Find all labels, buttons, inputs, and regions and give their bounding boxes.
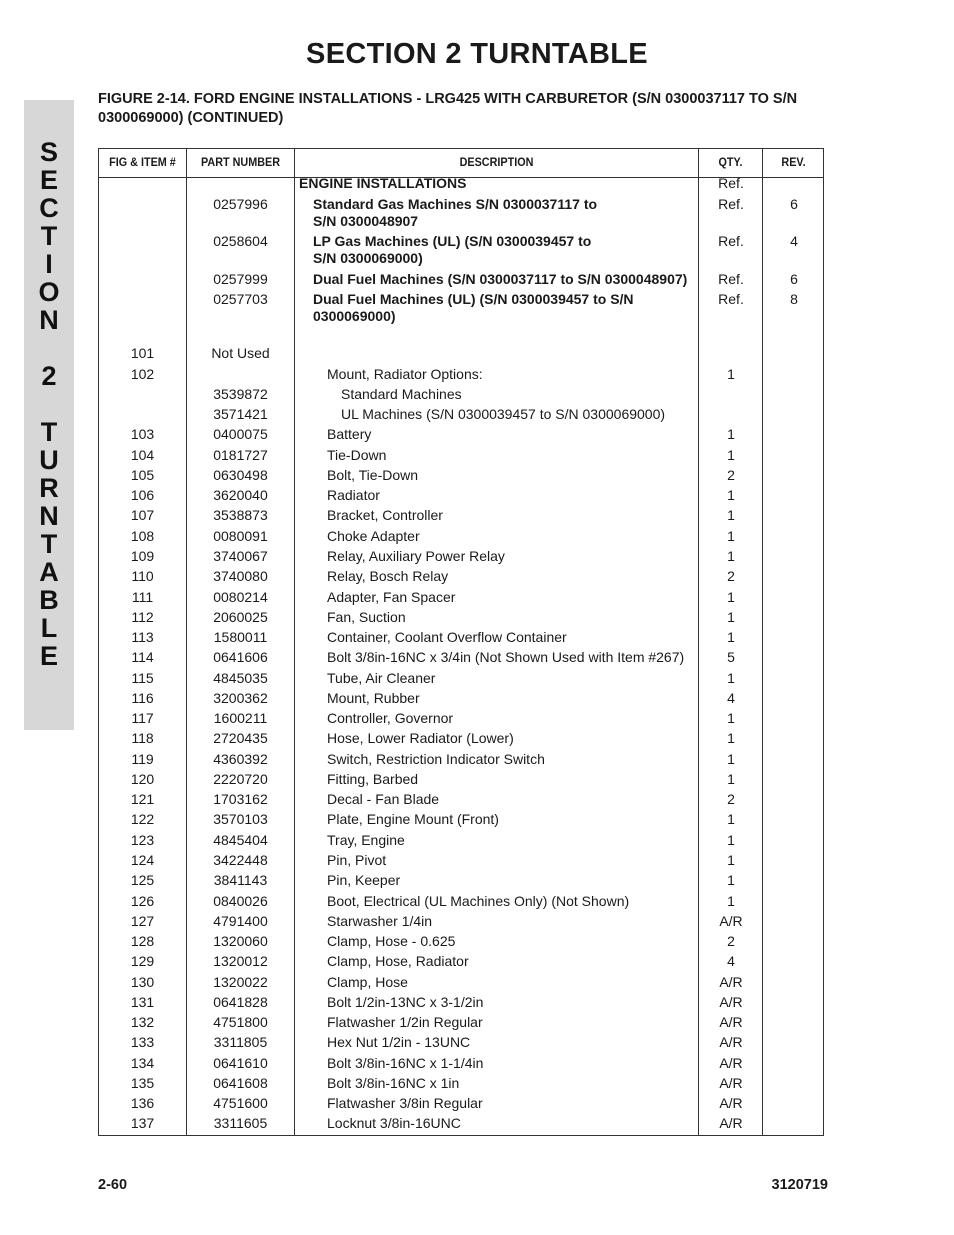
section-side-tab [24, 100, 74, 730]
part-number: 4360392 [213, 751, 268, 767]
side-tab-letter: T [40, 417, 58, 447]
description: UL Machines (S/N 0300039457 to S/N 0300069000) [341, 406, 666, 422]
side-tab-letter: B [39, 585, 59, 615]
description: Fitting, Barbed [327, 771, 419, 787]
item-number: 132 [130, 1014, 155, 1030]
quantity: 1 [727, 548, 735, 564]
side-tab-letter: L [40, 613, 58, 643]
item-number: 105 [130, 467, 155, 483]
description: Decal - Fan Blade [327, 791, 440, 807]
part-number: 1320012 [213, 953, 268, 969]
description: Choke Adapter [327, 528, 420, 544]
quantity: Ref. [718, 175, 744, 191]
side-tab-letter: R [39, 473, 59, 503]
part-number: 2220720 [213, 771, 268, 787]
item-number: 103 [130, 426, 155, 442]
quantity: 1 [727, 670, 735, 686]
quantity: Ref. [718, 233, 744, 249]
description: Clamp, Hose [327, 974, 408, 990]
header-part-number: PART NUMBER [200, 155, 281, 169]
quantity: 1 [727, 832, 735, 848]
item-number: 109 [130, 548, 155, 564]
item-number: 123 [130, 832, 155, 848]
description: Flatwasher 3/8in Regular [327, 1095, 483, 1111]
header-item: FIG & ITEM # [109, 155, 176, 169]
part-number: 3538873 [213, 507, 268, 523]
item-number: 114 [131, 649, 154, 665]
side-tab-letter: T [40, 529, 58, 559]
header-qty: QTY. [718, 155, 743, 169]
description: Bolt, Tie-Down [327, 467, 419, 483]
description: Hex Nut 1/2in - 13UNC [327, 1034, 471, 1050]
part-number: 2720435 [213, 730, 268, 746]
item-number: 119 [131, 751, 154, 767]
part-number: 4791400 [213, 913, 268, 929]
document-number: 3120719 [771, 1177, 828, 1193]
description: Mount, Radiator Options: [327, 366, 483, 382]
figure-caption: FIGURE 2-14. FORD ENGINE INSTALLATIONS - LRG425 WITH CARBURETOR (S/N 0300037117 TO S/N 0300069000) (CONTINUED) [98, 91, 798, 126]
description: Pin, Keeper [327, 872, 401, 888]
item-number: 101 [130, 345, 155, 361]
item-number: 115 [131, 670, 154, 686]
description: Standard Gas Machines S/N 0300037117 to S/N 0300048907 [313, 196, 598, 229]
description: Radiator [327, 487, 380, 503]
quantity: A/R [719, 1075, 743, 1091]
quantity: 4 [727, 690, 735, 706]
page-title: SECTION 2 TURNTABLE [306, 38, 648, 70]
parts-table [98, 148, 824, 1136]
part-number: 0181727 [213, 447, 268, 463]
quantity: 1 [727, 751, 735, 767]
revision: 6 [790, 196, 798, 212]
description: Bolt 3/8in-16NC x 1-1/4in [327, 1055, 484, 1071]
description: Mount, Rubber [327, 690, 420, 706]
page-number: 2-60 [98, 1177, 128, 1193]
quantity: 1 [727, 528, 735, 544]
part-number: 0630498 [213, 467, 268, 483]
item-number: 122 [130, 811, 155, 827]
quantity: 1 [727, 426, 735, 442]
quantity: Ref. [718, 196, 744, 212]
part-number: 3571421 [213, 406, 268, 422]
item-number: 135 [130, 1075, 155, 1091]
quantity: 1 [727, 507, 735, 523]
item-number: 118 [131, 730, 154, 746]
quantity: 1 [727, 852, 735, 868]
part-number: 3740080 [213, 568, 268, 584]
part-number: 3841143 [213, 872, 268, 888]
item-number: 129 [130, 953, 155, 969]
side-tab-letter: C [39, 193, 59, 223]
description: Clamp, Hose - 0.625 [327, 933, 456, 949]
quantity: 1 [727, 872, 735, 888]
description: Container, Coolant Overflow Container [327, 629, 567, 645]
side-tab-letter: E [39, 641, 58, 671]
part-number: 3740067 [213, 548, 268, 564]
quantity: 1 [727, 629, 735, 645]
revision: 4 [790, 233, 798, 249]
description: Relay, Bosch Relay [327, 568, 449, 584]
part-number: 4751800 [213, 1014, 268, 1030]
revision: 6 [790, 271, 798, 287]
part-number: 1320060 [213, 933, 268, 949]
part-number: 3422448 [213, 852, 268, 868]
quantity: A/R [719, 1014, 743, 1030]
quantity: 5 [727, 649, 735, 665]
description: Hose, Lower Radiator (Lower) [327, 730, 514, 746]
description: Battery [327, 426, 372, 442]
part-number: 1703162 [213, 791, 268, 807]
part-number: 4845035 [213, 670, 268, 686]
description: Adapter, Fan Spacer [327, 589, 456, 605]
quantity: 1 [727, 811, 735, 827]
part-number: 2060025 [213, 609, 268, 625]
item-number: 127 [130, 913, 155, 929]
header-rev: REV. [781, 155, 806, 169]
revision: 8 [790, 291, 798, 307]
part-number: 0080091 [213, 528, 268, 544]
side-tab-letter: 2 [41, 361, 57, 391]
item-number: 133 [130, 1034, 155, 1050]
description: Plate, Engine Mount (Front) [327, 811, 499, 827]
part-number: 3620040 [213, 487, 268, 503]
part-number: 0257703 [213, 291, 268, 307]
description: Bracket, Controller [327, 507, 443, 523]
item-number: 106 [130, 487, 155, 503]
item-number: 111 [131, 589, 154, 605]
description: Locknut 3/8in-16UNC [327, 1115, 461, 1131]
item-number: 124 [130, 852, 155, 868]
item-number: 136 [130, 1095, 155, 1111]
quantity: A/R [719, 994, 743, 1010]
description: Tray, Engine [327, 832, 405, 848]
quantity: 4 [727, 953, 735, 969]
side-tab-letter: I [45, 249, 53, 279]
quantity: 1 [727, 366, 735, 382]
quantity: A/R [719, 1055, 743, 1071]
item-number: 116 [131, 690, 154, 706]
quantity: 2 [727, 467, 735, 483]
description: Starwasher 1/4in [327, 913, 433, 929]
header-description: DESCRIPTION [459, 155, 534, 169]
column-divider [294, 149, 295, 1135]
item-number: 121 [130, 791, 155, 807]
quantity: 2 [727, 791, 735, 807]
quantity: 1 [727, 893, 735, 909]
part-number: 0641608 [213, 1075, 268, 1091]
item-number: 131 [130, 994, 155, 1010]
part-number: 1320022 [213, 974, 268, 990]
part-number: 0641828 [213, 994, 268, 1010]
description: Tube, Air Cleaner [327, 670, 436, 686]
part-number: Not Used [211, 345, 270, 361]
part-number: 3200362 [213, 690, 268, 706]
quantity: A/R [719, 1095, 743, 1111]
item-number: 112 [131, 609, 154, 625]
description: Relay, Auxiliary Power Relay [327, 548, 505, 564]
table-header [99, 149, 823, 178]
description: Boot, Electrical (UL Machines Only) (Not Shown) [327, 893, 630, 909]
quantity: 1 [727, 771, 735, 787]
quantity: 1 [727, 710, 735, 726]
quantity: 1 [727, 730, 735, 746]
part-number: 3539872 [213, 386, 268, 402]
item-number: 110 [131, 568, 154, 584]
description: Pin, Pivot [327, 852, 387, 868]
part-number: 3311805 [213, 1034, 268, 1050]
item-number: 130 [130, 974, 155, 990]
side-tab-letter: U [39, 445, 59, 475]
description: Controller, Governor [327, 710, 454, 726]
item-number: 104 [130, 447, 155, 463]
part-number: 0641606 [213, 649, 268, 665]
side-tab-letter: A [39, 557, 59, 587]
item-number: 134 [130, 1055, 155, 1071]
description: Fan, Suction [327, 609, 406, 625]
quantity: 1 [727, 487, 735, 503]
quantity: A/R [719, 974, 743, 990]
description: ENGINE INSTALLATIONS [299, 175, 467, 191]
description: Dual Fuel Machines (UL) (S/N 0300039457 to S/N 0300069000) [313, 291, 634, 324]
quantity: 2 [727, 933, 735, 949]
quantity: A/R [719, 1115, 743, 1131]
description: Bolt 3/8in-16NC x 3/4in (Not Shown Used with Item #267) [327, 649, 685, 665]
part-number: 1600211 [213, 710, 268, 726]
part-number: 0257999 [213, 271, 268, 287]
item-number: 126 [130, 893, 155, 909]
quantity: 1 [727, 609, 735, 625]
side-tab-letter: N [39, 501, 59, 531]
item-number: 128 [130, 933, 155, 949]
part-number: 0257996 [213, 196, 268, 212]
side-tab-letter: N [39, 305, 59, 335]
item-number: 113 [131, 629, 154, 645]
item-number: 117 [131, 710, 154, 726]
quantity: 1 [727, 447, 735, 463]
description: Clamp, Hose, Radiator [327, 953, 469, 969]
quantity: Ref. [718, 291, 744, 307]
quantity: A/R [719, 1034, 743, 1050]
quantity: 2 [727, 568, 735, 584]
part-number: 0258604 [213, 233, 268, 249]
description: Bolt 1/2in-13NC x 3-1/2in [327, 994, 484, 1010]
description: Dual Fuel Machines (S/N 0300037117 to S/N 0300048907) [313, 271, 688, 287]
item-number: 125 [130, 872, 155, 888]
description: LP Gas Machines (UL) (S/N 0300039457 to S/N 0300069000) [313, 233, 592, 266]
description: Tie-Down [327, 447, 387, 463]
quantity: 1 [727, 589, 735, 605]
quantity: Ref. [718, 271, 744, 287]
item-number: 102 [130, 366, 155, 382]
part-number: 4845404 [213, 832, 268, 848]
part-number: 0641610 [213, 1055, 268, 1071]
part-number: 1580011 [213, 629, 268, 645]
item-number: 107 [130, 507, 155, 523]
part-number: 4751600 [213, 1095, 268, 1111]
part-number: 3570103 [213, 811, 268, 827]
item-number: 120 [130, 771, 155, 787]
item-number: 137 [130, 1115, 155, 1131]
side-tab-letter: E [39, 165, 58, 195]
description: Switch, Restriction Indicator Switch [327, 751, 545, 767]
item-number: 108 [130, 528, 155, 544]
part-number: 0400075 [213, 426, 268, 442]
description: Bolt 3/8in-16NC x 1in [327, 1075, 460, 1091]
side-tab-letter: T [40, 221, 58, 251]
description: Standard Machines [341, 386, 462, 402]
part-number: 3311605 [213, 1115, 268, 1131]
quantity: A/R [719, 913, 743, 929]
side-tab-letter: S [39, 137, 58, 167]
part-number: 0840026 [213, 893, 268, 909]
description: Flatwasher 1/2in Regular [327, 1014, 483, 1030]
part-number: 0080214 [213, 589, 268, 605]
side-tab-letter: O [38, 277, 60, 307]
